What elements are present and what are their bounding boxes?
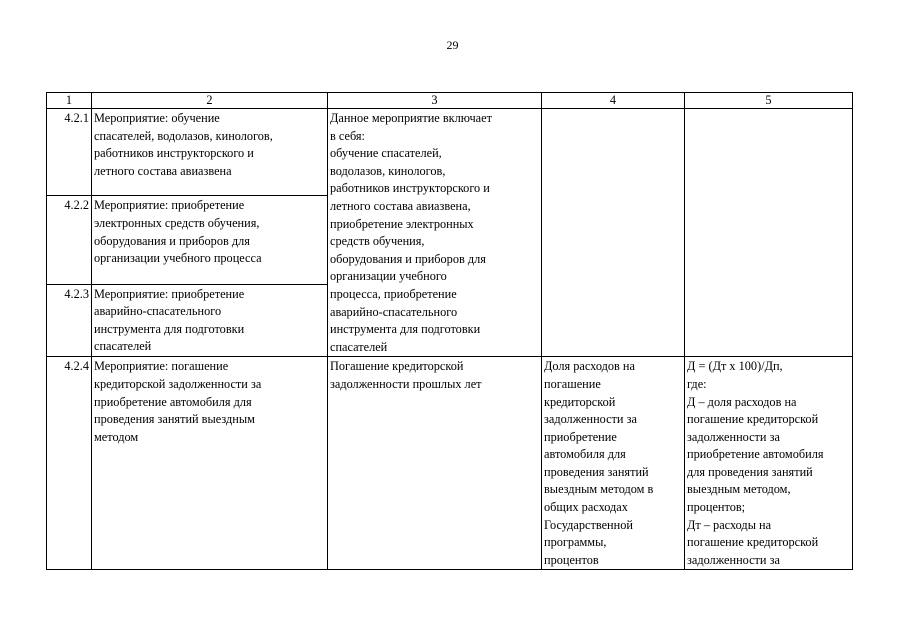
row-number: 4.2.3 [47, 284, 92, 357]
table-header-row [47, 93, 853, 109]
merged-description-cell: Данное мероприятие включает в себя: обучение спасателей, водолазов, кинологов, работников инструкторского и летного состава авиазвена, приобретение электронных средств обучения, оборудования и приборов для организации учебного процесса, приобретение аварийно-спасательного инструмента для подготовки спасателей [328, 109, 542, 357]
measures-table [46, 92, 853, 570]
measure-cell: Мероприятие: обучение спасателей, водолазов, кинологов, работников инструкторского и летного состава авиазвена [92, 109, 328, 196]
column-header-1: 1 [47, 93, 92, 109]
column-header-3: 3 [328, 93, 542, 109]
row-number: 4.2.2 [47, 196, 92, 284]
column-header-5: 5 [685, 93, 853, 109]
page-number: 29 [446, 38, 459, 52]
formula-cell: Д = (Дт х 100)/Дп, где: Д – доля расходов на погашение кредиторской задолженности за приобретение автомобиля для проведения занятий выездным методом, процентов; Дт – расходы на погашение кредиторской задолженности за [685, 357, 853, 570]
measure-cell: Мероприятие: приобретение аварийно-спасательного инструмента для подготовки спасателей [92, 284, 328, 357]
formula-cell-empty [685, 109, 853, 357]
measure-cell: Мероприятие: приобретение электронных средств обучения, оборудования и приборов для организации учебного процесса [92, 196, 328, 284]
row-number: 4.2.4 [47, 357, 92, 570]
table-row [47, 357, 853, 570]
row-number: 4.2.1 [47, 109, 92, 196]
indicator-cell-empty [542, 109, 685, 357]
table-row [47, 109, 853, 196]
column-header-2: 2 [92, 93, 328, 109]
description-cell: Погашение кредиторской задолженности прошлых лет [328, 357, 542, 570]
measure-cell: Мероприятие: погашение кредиторской задолженности за приобретение автомобиля для проведения занятий выездным методом [92, 357, 328, 570]
indicator-cell: Доля расходов на погашение кредиторской задолженности за приобретение автомобиля для проведения занятий выездным методом в общих расходах Государственной программы, процентов [542, 357, 685, 570]
column-header-4: 4 [542, 93, 685, 109]
